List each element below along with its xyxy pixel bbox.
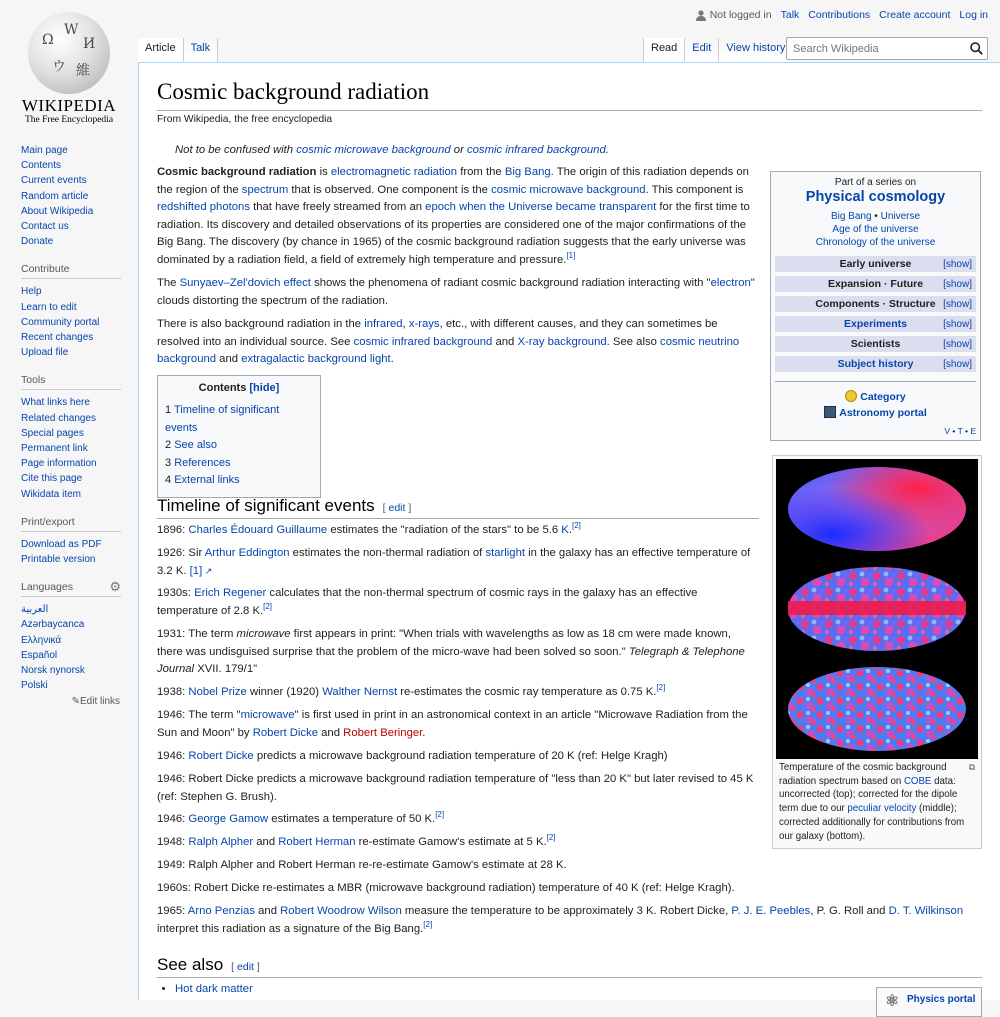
logo-wordmark: WIKIPEDIA [21,96,117,115]
atom-icon: ⚛ [885,993,900,1010]
text: 1938: [157,686,189,698]
show-toggle[interactable]: [show] [943,338,972,350]
toc-hide-toggle[interactable]: [hide] [249,382,280,394]
text: 1946: [157,750,189,762]
infobox-row-experiments[interactable] [775,316,976,332]
edit-links-label: Edit links [79,696,120,708]
text: , [402,318,409,330]
infobox-links [775,210,976,249]
sidebar-navigation [0,143,138,249]
link[interactable]: D. T. Wilkinson [888,905,964,917]
timeline-entry [157,903,982,938]
link-x-rays[interactable]: x-rays [408,318,440,330]
sidebar-item-help[interactable]: Help [21,286,42,298]
link-recombination[interactable]: epoch when the Universe became transparent [425,201,657,214]
link-cobe[interactable]: COBE [903,775,932,787]
toc-item[interactable] [165,472,313,490]
link[interactable]: Ralph Alpher [188,836,254,848]
infobox-row-scientists[interactable] [775,336,976,352]
infobox-title[interactable]: Physical cosmology [805,189,946,205]
text: re-estimate Gamow's estimate at 5 K. [355,836,547,848]
hatnote [175,144,609,156]
sidebar-item-main-page[interactable]: Main page [21,145,68,156]
link-electromagnetic-radiation[interactable]: electromagnetic radiation [330,166,458,178]
contributions-link[interactable]: Contributions [808,9,871,21]
row-label: Scientists [850,338,901,350]
sidebar-item-download-pdf[interactable]: Download as PDF [21,538,102,550]
reference-1[interactable]: [1] [566,251,576,261]
timeline-entry [157,545,759,580]
link[interactable]: Erich Regener [194,587,267,599]
contribute-heading: Contribute [21,263,121,279]
sidebar-item-contents[interactable]: Contents [21,160,62,172]
link-cosmic-neutrino-background[interactable]: cosmic neutrino background [157,335,740,366]
toc-number: 3 [165,456,172,469]
separator: • [962,426,971,436]
text: for the first time to radiation. Its discovery and detailed observations of its properties are considered one of the major confirmations of the Big Bang. The discovery (by chance in 1965) of the cosmic background radiation suggests that the early universe was dominated by a radiation field, a field of extremely high temperature and pressure. [157,201,750,266]
timeline-entry [157,585,759,620]
link[interactable]: George Gamow [188,813,269,825]
sidebar-item-special-pages[interactable]: Special pages [21,427,84,439]
hatnote-text: or [450,144,467,156]
link[interactable]: Nobel Prize [188,686,247,698]
language-polish[interactable]: Polski [21,680,48,692]
link[interactable]: Robert Herman [278,836,356,848]
search-input[interactable] [793,43,965,55]
thumbnail-figure [772,455,982,849]
timeline-entry [157,707,759,742]
reference[interactable]: [2] [571,521,581,531]
category-icon [845,390,857,402]
table-of-contents [157,375,321,498]
toc-number: 1 [165,404,172,416]
language-norwegian-nynorsk[interactable]: Norsk nynorsk [21,665,85,677]
sidebar-item-random-article[interactable]: Random article [21,190,89,202]
cobe-map-image[interactable] [776,459,978,759]
link[interactable]: P. J. E. Peebles [731,905,811,917]
infobox-row-components[interactable] [775,296,976,312]
text: from the [457,166,505,178]
sidebar-languages [0,581,138,707]
sidebar-item-what-links-here[interactable]: What links here [21,397,90,409]
heading-text: Timeline of significant events [157,496,375,515]
content-area [138,62,1000,1010]
bold-term: Cosmic background radiation [157,166,317,178]
sidebar-item-contact[interactable]: Contact us [21,221,69,233]
tools-heading: Tools [21,374,121,390]
link-x-ray-background[interactable]: X-ray background [517,335,607,348]
link-sz-effect[interactable]: Sunyaev–Zel'dovich effect [179,277,311,289]
sidebar-contribute [0,263,138,360]
show-toggle[interactable]: [show] [943,278,972,290]
toc-heading: Contents [198,382,247,394]
text: . The origin of this radiation depends on the region of the [157,166,749,196]
sidebar-item-page-information[interactable]: Page information [21,458,97,470]
text: The [157,277,180,289]
timeline-entry [157,857,759,875]
sidebar-print [0,516,138,567]
tab-talk[interactable]: Talk [184,38,219,62]
sidebar-item-donate[interactable]: Donate [21,236,54,248]
language-spanish[interactable]: Español [21,649,58,661]
sidebar-item-upload-file[interactable]: Upload file [21,347,69,359]
text: that is observed. One component is the [288,183,492,196]
sidebar-item-permanent-link[interactable]: Permanent link [21,443,88,455]
text: measure the temperature to be approximately 3 K. Robert Dicke, [401,905,732,917]
talk-link[interactable]: Talk [780,9,800,21]
link-cosmic-infrared-background[interactable]: cosmic infrared background [466,144,606,156]
link[interactable]: Robert Woodrow Wilson [280,905,402,917]
link-chronology[interactable]: Chronology of the universe [815,237,936,248]
tab-read[interactable]: Read [643,38,685,62]
text: in the galaxy has an effective temperature of 3.2 K. [157,547,751,577]
gear-icon[interactable]: ⚙ [109,579,121,595]
text: and [492,335,518,348]
timeline-entry [157,522,759,540]
text: and [253,836,279,848]
reference[interactable]: [2] [423,919,433,929]
link-redshifted[interactable]: redshifted [157,201,207,214]
link-hot-dark-matter[interactable]: Hot dark matter [175,983,253,995]
toc-link[interactable]: Timeline of significant events [165,404,280,434]
link-infrared[interactable]: infrared [364,318,403,330]
infobox-pretitle: Part of a series on [834,177,917,188]
category-label[interactable]: Category [860,391,906,403]
text: first appears in print: "When trials with wavelengths as low as 18 cm were made known, there was undisguised surprise that the problem of the micro-wave had been solved so soon." [157,628,731,658]
enlarge-icon[interactable]: ⧉ [968,762,975,772]
timeline-entry [157,811,759,829]
language-greek[interactable]: Ελληνικά [21,634,62,646]
search-box [786,37,988,60]
edit-link[interactable]: E [970,426,976,436]
pencil-icon: ✎ [71,696,80,708]
personal-tools [696,9,988,21]
link-photons[interactable]: photons [209,201,250,214]
paragraph-2 [157,275,759,310]
sidebar-item-about[interactable]: About Wikipedia [21,205,94,217]
link[interactable]: starlight [485,547,526,559]
language-azerbaijani[interactable]: Azərbaycanca [21,619,85,631]
text: 1946: [157,813,189,825]
section-heading-see-also [157,955,982,978]
reference[interactable]: [2] [263,601,273,611]
link-cosmic-microwave-background[interactable]: cosmic microwave background [296,144,451,156]
thumbnail-caption [776,759,978,845]
show-toggle[interactable]: [show] [943,258,972,270]
text: is [316,166,331,178]
tab-edit[interactable]: Edit [685,38,719,62]
text: 1896: [157,524,189,536]
text: There is also background radiation in the [157,318,365,330]
portal-label[interactable]: Astronomy portal [839,407,927,419]
row-label[interactable]: Experiments [843,318,908,330]
link[interactable]: Arno Penzias [187,905,255,917]
create-account-link[interactable]: Create account [879,9,951,21]
row-label: Components · Structure [815,298,936,310]
caption-text: (middle); corrected additionally for contributions from our galaxy (bottom). [779,803,965,842]
caption-text: Temperature of the cosmic background radiation spectrum based on [779,762,947,787]
text: . See also [606,335,661,348]
italic-text: microwave [236,628,291,640]
text: and [255,905,281,917]
lead-paragraph [157,164,759,270]
paragraph-3 [157,316,759,369]
separator: • [950,426,958,436]
text: 1926: Sir [157,547,205,559]
page-title: Cosmic background radiation [157,76,982,111]
link-extragalactic-background-light[interactable]: extragalactic background light [241,353,391,366]
sidebar-tools [0,374,138,501]
portal-icon [824,406,836,418]
toc-item[interactable] [165,437,313,455]
link[interactable]: Charles Édouard Guillaume [188,524,328,536]
red-link[interactable]: Robert Beringer [343,726,423,739]
reference[interactable]: [2] [546,833,556,843]
search-icon[interactable] [965,38,987,59]
view-tabs [643,38,792,62]
link-cmb[interactable]: cosmic microwave background [491,183,646,196]
toc-item[interactable] [165,402,313,437]
external-reference[interactable]: [1] [189,564,203,577]
link-spectrum[interactable]: spectrum [241,183,289,196]
view-link[interactable]: V [944,426,951,436]
link[interactable]: microwave [240,709,295,721]
text: 1960s: Robert Dicke re-estimates a MBR (microwave background radiation) temperature of 40 K (ref: Helge Kragh). [157,882,735,894]
see-also-list [175,983,253,995]
show-toggle[interactable]: [show] [943,298,972,310]
namespace-tabs [138,38,218,62]
tab-article[interactable]: Article [138,38,184,62]
sidebar-item-wikidata-item[interactable]: Wikidata item [21,488,82,500]
link-big-bang[interactable]: Big Bang [504,166,551,178]
text: estimates the non-thermal radiation of [289,547,486,559]
text: " is first used in print in an astronomical context in an article "Microwave Radiation from the Sun and Moon" by [157,709,748,739]
toc-link[interactable]: See also [174,439,217,451]
toc-title [165,382,313,394]
timeline-entry [157,880,777,898]
reference[interactable]: [2] [656,683,666,693]
edit-section-link[interactable]: edit [388,502,406,514]
wikipedia-logo[interactable] [12,10,126,125]
timeline-entry [157,626,759,679]
sidebar-item-printable-version[interactable]: Printable version [21,554,96,566]
text: estimates the "radiation of the stars" to be 5.6 [327,524,562,536]
text: shows the phenomena of radiant cosmic background radiation interacting with " [310,277,711,289]
navbox-vte [775,426,976,436]
edit-section-link[interactable]: edit [237,961,254,973]
talk-link[interactable]: T [957,426,963,436]
toc-number: 2 [165,439,172,451]
tab-view-history[interactable]: View history [719,38,792,62]
link-age-of-universe[interactable]: Age of the universe [832,224,919,235]
language-arabic[interactable]: العربية [21,604,49,616]
text: predicts a microwave background radiation temperature of 20 K (ref: Helge Kragh) [253,750,668,762]
timeline-entry [157,748,759,766]
section-edit: [ edit ] [231,961,260,973]
link-cosmic-infrared-background[interactable]: cosmic infrared background [353,335,493,348]
text: 1931: The term [157,628,237,640]
toc-item[interactable] [165,455,313,473]
list-item [175,983,253,995]
edit-links[interactable] [21,696,138,707]
logo-tagline: The Free Encyclopedia [24,115,114,125]
row-label: Expansion · Future [827,278,924,290]
text: 1965: [157,905,188,917]
text: winner (1920) [246,686,323,698]
portal-label[interactable]: Physics portal [907,994,976,1005]
sidebar-item-recent-changes[interactable]: Recent changes [21,332,94,344]
text: 1930s: [157,587,195,599]
text: calculates that the non-thermal spectrum of cosmic rays in the galaxy has an effective temperature of 2.8 K. [157,587,698,617]
row-label[interactable]: Subject history [837,358,914,370]
show-toggle[interactable]: [show] [943,318,972,330]
link-universe[interactable]: Universe [880,211,921,222]
sidebar-item-current-events[interactable]: Current events [21,175,87,187]
link[interactable]: K [561,524,569,536]
link[interactable]: Arthur Eddington [204,547,290,559]
astronomy-portal-link[interactable] [775,405,976,421]
section-heading-timeline [157,496,759,519]
sidebar-item-cite-this-page[interactable]: Cite this page [21,473,83,485]
timeline-entry [157,834,759,852]
text: interpret this radiation as a signature of the Big Bang. [157,922,424,935]
print-heading: Print/export [21,516,121,532]
text: XVII. 179/1" [194,663,258,676]
link-electron[interactable]: electron [710,277,751,289]
languages-heading-label: Languages [21,581,73,594]
globe-icon: Ω W И ウ 維 [28,12,110,94]
row-label: Early universe [839,258,912,270]
not-logged-in-label: Not logged in [709,9,772,21]
infobox-row-expansion[interactable] [775,276,976,292]
sidebar-item-learn-to-edit[interactable]: Learn to edit [21,301,77,313]
link[interactable]: Robert Dicke [252,726,319,739]
text: that have freely streamed from an [249,201,426,214]
text: 1949: Ralph Alpher and Robert Herman re-re-estimate Gamow's estimate at 28 K. [157,859,567,871]
text: . [390,353,394,366]
link[interactable]: Walther Nernst [322,686,398,698]
show-toggle[interactable]: [show] [943,358,972,370]
hatnote-text: Not to be confused with [175,144,297,156]
toc-link[interactable]: References [174,456,231,469]
infobox-row-early-universe[interactable] [775,256,976,272]
sidebar-infobox [770,171,981,441]
user-icon [696,10,706,21]
log-in-link[interactable]: Log in [959,9,988,21]
text: 1948: [157,836,189,848]
text: , etc., with different causes, and they can sometimes be resolved into an individual source. See [157,318,718,348]
italic-text: Telegraph & Telephone Journal [157,645,745,676]
site-sub: From Wikipedia, the free encyclopedia [157,114,333,125]
link[interactable]: Robert Dicke [188,750,254,762]
timeline-entry [157,771,759,806]
separator: • [871,211,881,222]
text: . [422,726,426,739]
sidebar [0,143,138,721]
external-link-icon: ↗ [202,565,213,576]
sidebar-item-related-changes[interactable]: Related changes [21,412,97,424]
physics-portal-box[interactable] [876,987,982,1017]
section-edit: [ edit ] [382,502,412,514]
timeline-entry [157,684,759,702]
caption-text: data: uncorrected (top); corrected for the dipole term due to our [779,775,958,815]
text: and [216,353,242,366]
text: . [568,524,572,536]
category-link[interactable] [775,389,976,405]
link-big-bang[interactable]: Big Bang [830,211,872,222]
hatnote-text: . [605,144,609,156]
toc-number: 4 [165,474,172,486]
infobox-footer [775,381,976,421]
text: 1946: The term " [157,709,241,721]
sidebar-item-community-portal[interactable]: Community portal [21,316,100,328]
toc-link[interactable]: External links [174,474,240,486]
reference[interactable]: [2] [435,810,445,820]
text: estimates a temperature of 50 K. [268,813,436,825]
text: and [318,726,344,739]
text: , P. G. Roll and [810,905,889,917]
text: . This component is [645,183,744,196]
infobox-row-subject-history[interactable] [775,356,976,372]
not-logged-in [696,9,772,21]
languages-heading [21,581,121,597]
heading-text: See also [157,955,224,974]
link-peculiar-velocity[interactable]: peculiar velocity [847,803,917,815]
text: " clouds distorting the spectrum of the radiation. [157,277,755,307]
text: re-estimates the cosmic ray temperature as 0.75 K. [397,686,657,698]
text: 1946: Robert Dicke predicts a microwave background radiation temperature of "less than 20 K" but later revised to 45 K (ref: Stephen G. Brush). [157,773,754,803]
